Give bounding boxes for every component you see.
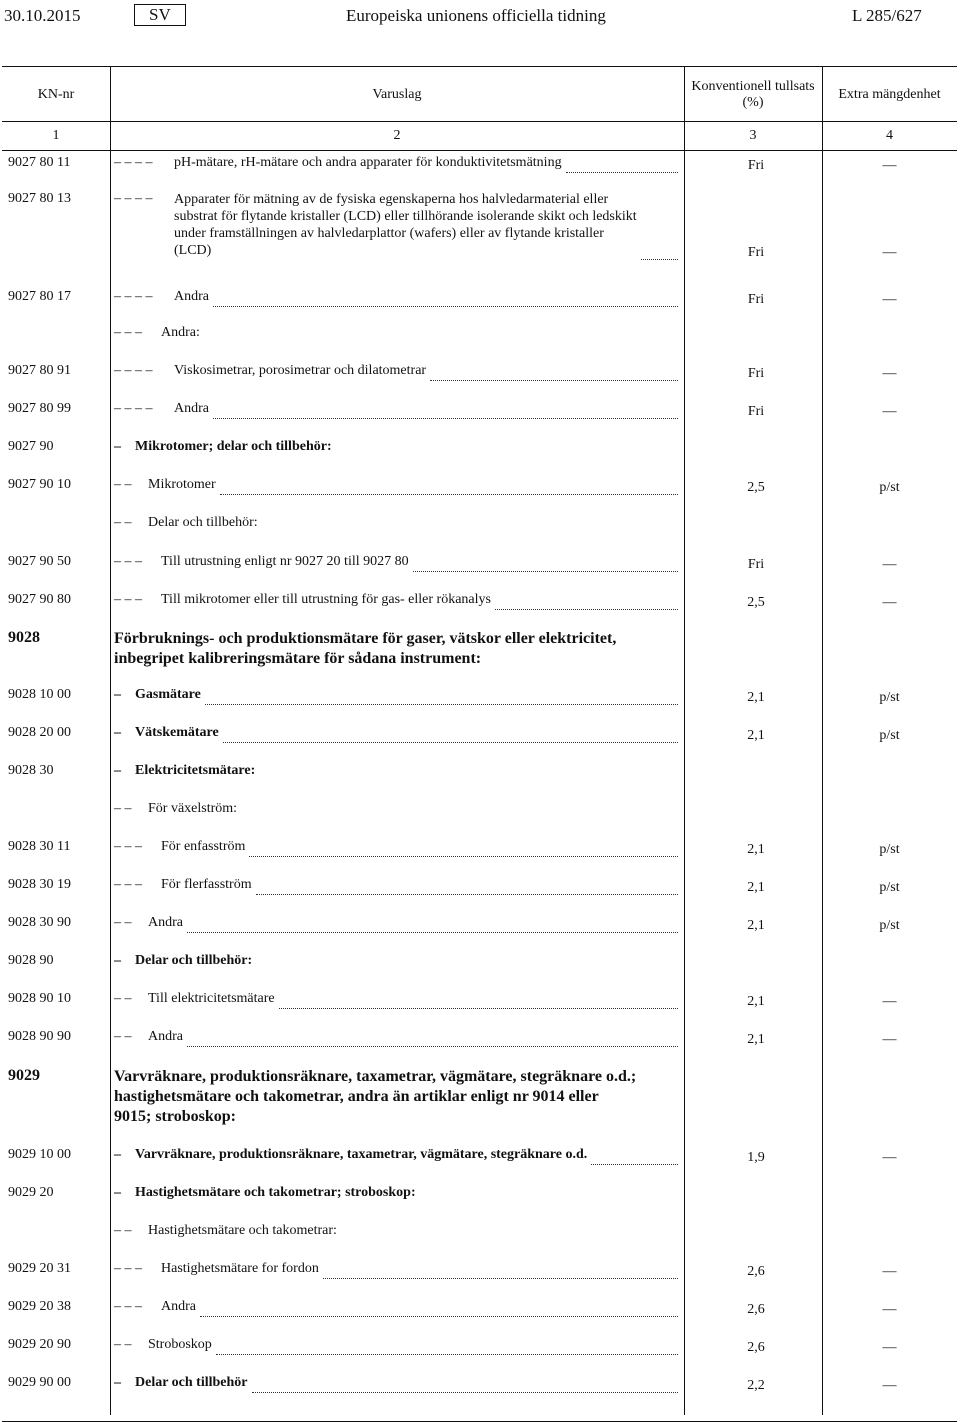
description-text: Delar och tillbehör: (135, 953, 253, 968)
goods-description (114, 1375, 248, 1391)
publication-date: 30.10.2015 (4, 6, 81, 25)
indent-dashes: – – – – (114, 363, 153, 378)
supplementary-unit: p/st (879, 480, 900, 495)
supplementary-unit: p/st (879, 690, 900, 705)
supplementary-unit: — (882, 994, 897, 1009)
duty-rate: Fri (747, 158, 765, 173)
description-lines (174, 191, 637, 259)
kn-code: 9028 30 90 (8, 915, 71, 930)
indent-dashes: – (114, 439, 121, 454)
description-text: Andra (148, 915, 183, 930)
indent-dashes: – – – – (114, 191, 153, 206)
duty-rate: Fri (747, 292, 765, 307)
column-number-2: 2 (393, 128, 401, 143)
duty-rate: 2,1 (747, 880, 765, 895)
duty-rate: Fri (747, 245, 765, 260)
duty-rate: Fri (747, 557, 765, 572)
indent-dashes: – (114, 1147, 121, 1162)
goods-description (114, 763, 255, 779)
description-line: under framställningen av halvledarplattor (wafers) eller av flytande kristaller (174, 226, 604, 241)
description-text: Andra (174, 289, 209, 304)
duty-rate: 2,5 (747, 480, 765, 495)
supplementary-unit: p/st (879, 842, 900, 857)
kn-code: 9028 30 11 (8, 839, 71, 854)
goods-description (114, 1067, 636, 1127)
description-text: Andra (148, 1029, 183, 1044)
duty-rate: 2,2 (747, 1378, 765, 1393)
description-text: För flerfasström (161, 877, 252, 892)
supplementary-unit: p/st (879, 880, 900, 895)
indent-dashes: – – (114, 1029, 132, 1044)
kn-code: 9027 80 99 (8, 401, 71, 416)
goods-description (114, 725, 219, 741)
kn-code: 9028 10 00 (8, 687, 71, 702)
supplementary-unit: — (882, 292, 897, 307)
kn-code: 9028 30 19 (8, 877, 71, 892)
kn-code: 9027 90 50 (8, 554, 71, 569)
supplementary-unit: — (882, 1150, 897, 1165)
duty-rate: 2,1 (747, 994, 765, 1009)
duty-rate: 2,5 (747, 595, 765, 610)
description-text: Andra: (161, 325, 200, 340)
goods-description (114, 687, 201, 703)
indent-dashes: – – – – (114, 401, 153, 416)
goods-description (114, 915, 183, 931)
description-text: Varvräknare, produktionsräknare, taxametrar, vägmätare, stegräknare o.d. (135, 1147, 588, 1162)
description-text: Till mikrotomer eller till utrustning för gas- eller rökanalys (161, 592, 491, 607)
dot-leader (252, 1375, 678, 1393)
kn-code: 9029 20 31 (8, 1261, 71, 1276)
kn-code: 9029 90 00 (8, 1375, 71, 1390)
description-line: inbegripet kalibreringsmätare för sådana instrument: (114, 650, 482, 667)
goods-description (114, 839, 245, 855)
supplementary-unit: p/st (879, 728, 900, 743)
kn-code: 9027 80 11 (8, 155, 71, 170)
supplementary-unit: — (882, 1032, 897, 1047)
indent-dashes: – – – (114, 592, 142, 607)
dot-leader (213, 401, 678, 419)
indent-dashes: – – – – (114, 155, 153, 170)
indent-dashes: – – – – (114, 289, 153, 304)
kn-code: 9028 90 (8, 953, 54, 968)
journal-title: Europeiska unionens officiella tidning (346, 6, 606, 25)
kn-code: 9027 90 (8, 439, 54, 454)
dot-leader (213, 289, 678, 307)
indent-dashes: – (114, 725, 121, 740)
goods-description (114, 592, 491, 608)
dot-leader (279, 991, 678, 1009)
kn-code: 9028 90 90 (8, 1029, 71, 1044)
indent-dashes: – – (114, 477, 132, 492)
dot-leader (566, 155, 678, 173)
duty-rate: 2,1 (747, 690, 765, 705)
duty-rate: Fri (747, 404, 765, 419)
supplementary-unit: — (882, 366, 897, 381)
kn-code: 9029 20 (8, 1185, 54, 1200)
description-text: Hastighetsmätare for fordon (161, 1261, 319, 1276)
description-line: Varvräknare, produktionsräknare, taxametrar, vägmätare, stegräknare o.d.; (114, 1068, 637, 1085)
duty-rate: 1,9 (747, 1150, 765, 1165)
table-body (2, 151, 957, 1421)
goods-description (114, 1299, 196, 1315)
goods-description (114, 325, 200, 341)
description-line: substrat för flytande kristaller (LCD) eller tillhörande isolerande skikt och ledskikt (174, 209, 637, 224)
column-number-4: 4 (886, 128, 893, 143)
kn-code: 9028 (8, 629, 40, 646)
supplementary-unit: — (882, 404, 897, 419)
duty-rate: 2,1 (747, 918, 765, 933)
dot-leader (187, 915, 678, 933)
indent-dashes: – (114, 953, 121, 968)
indent-dashes: – – (114, 1337, 132, 1352)
column-number-1: 1 (52, 128, 60, 143)
indent-dashes: – – (114, 991, 132, 1006)
supplementary-unit: — (882, 245, 897, 260)
goods-description (114, 629, 616, 669)
dot-leader (205, 687, 678, 705)
goods-description (114, 1223, 337, 1239)
goods-description (114, 953, 252, 969)
kn-code: 9028 20 00 (8, 725, 71, 740)
goods-description (114, 289, 209, 305)
page-reference: L 285/627 (852, 6, 922, 25)
description-line: Förbruknings- och produktionsmätare för gaser, vätskor eller elektricitet, (114, 630, 617, 647)
description-line: (LCD) (174, 243, 212, 258)
description-text: Delar och tillbehör: (148, 515, 258, 530)
goods-description (114, 877, 252, 893)
description-text: Hastighetsmätare och takometrar: (148, 1223, 337, 1238)
duty-rate: Fri (747, 366, 765, 381)
duty-rate: 2,1 (747, 1032, 765, 1047)
dot-leader (216, 1337, 678, 1355)
goods-description (114, 1337, 212, 1353)
supplementary-unit: — (882, 595, 897, 610)
dot-leader (200, 1299, 678, 1317)
goods-description (114, 401, 209, 417)
supplementary-unit: — (882, 1340, 897, 1355)
description-text: Till utrustning enligt nr 9027 20 till 9027 80 (161, 554, 409, 569)
supplementary-unit: — (882, 1378, 897, 1393)
dot-leader (323, 1261, 678, 1279)
goods-description (114, 439, 332, 455)
description-text: Vätskemätare (135, 725, 219, 740)
duty-rate: 2,6 (747, 1264, 765, 1279)
goods-description (114, 1147, 587, 1163)
goods-description (114, 1029, 183, 1045)
dot-leader (430, 363, 678, 381)
indent-dashes: – – (114, 515, 132, 530)
kn-code: 9029 20 38 (8, 1299, 71, 1314)
description-text: pH-mätare, rH-mätare och andra apparater för konduktivitetsmätning (174, 155, 562, 170)
tariff-table (2, 66, 957, 1422)
language-badge: SV (134, 4, 186, 26)
description-text: Mikrotomer; delar och tillbehör: (135, 439, 332, 454)
indent-dashes: – (114, 1185, 121, 1200)
goods-description (114, 515, 258, 531)
description-text: För enfasström (161, 839, 246, 854)
description-line: 9015; stroboskop: (114, 1108, 236, 1125)
dot-leader (256, 877, 678, 895)
column-header-rate-line2: (%) (742, 95, 764, 110)
indent-dashes: – – – (114, 554, 142, 569)
dot-leader (249, 839, 678, 857)
kn-code: 9027 90 10 (8, 477, 71, 492)
goods-description (114, 155, 562, 171)
description-line: Apparater för mätning av de fysiska egenskaperna hos halvledarmaterial eller (174, 192, 609, 207)
supplementary-unit: — (882, 1264, 897, 1279)
column-header-unit: Extra mängdenhet (838, 87, 941, 102)
dot-leader (413, 554, 678, 572)
description-lines (114, 629, 616, 669)
column-header-rate-line1: Konventionell tullsats (691, 79, 815, 94)
description-text: Gasmätare (135, 687, 201, 702)
description-text: Hastighetsmätare och takometrar; stroboskop: (135, 1185, 416, 1200)
column-header-kn: KN-nr (37, 87, 75, 102)
kn-code: 9029 20 90 (8, 1337, 71, 1352)
indent-dashes: – – – (114, 839, 142, 854)
duty-rate: 2,6 (747, 1340, 765, 1355)
description-lines (114, 1067, 636, 1127)
goods-description (114, 191, 637, 259)
kn-code: 9027 80 13 (8, 191, 71, 206)
duty-rate: 2,1 (747, 842, 765, 857)
supplementary-unit: — (882, 557, 897, 572)
description-text: Mikrotomer (148, 477, 216, 492)
column-number-3: 3 (749, 128, 757, 143)
indent-dashes: – – (114, 801, 132, 816)
indent-dashes: – – – (114, 1299, 142, 1314)
description-line: hastighetsmätare och takometrar, andra än artiklar enligt nr 9014 eller (114, 1088, 599, 1105)
description-text: Delar och tillbehör (135, 1375, 248, 1390)
dot-leader (641, 242, 678, 260)
goods-description (114, 991, 275, 1007)
goods-description (114, 477, 216, 493)
kn-code: 9028 30 (8, 763, 54, 778)
description-text: Viskosimetrar, porosimetrar och dilatometrar (174, 363, 427, 378)
indent-dashes: – – – (114, 1261, 142, 1276)
kn-code: 9029 10 00 (8, 1147, 71, 1162)
indent-dashes: – – – (114, 325, 142, 340)
indent-dashes: – (114, 687, 121, 702)
goods-description (114, 554, 409, 570)
kn-code: 9027 80 91 (8, 363, 71, 378)
description-text: Andra (161, 1299, 196, 1314)
description-text: Till elektricitetsmätare (148, 991, 275, 1006)
description-text: För växelström: (148, 801, 238, 816)
supplementary-unit: — (882, 1302, 897, 1317)
indent-dashes: – – (114, 1223, 132, 1238)
dot-leader (187, 1029, 678, 1047)
indent-dashes: – (114, 1375, 121, 1390)
column-header-goods: Varuslag (372, 87, 422, 102)
goods-description (114, 363, 426, 379)
column-number-row (2, 122, 957, 151)
description-text: Stroboskop (148, 1337, 212, 1352)
indent-dashes: – (114, 763, 121, 778)
kn-code: 9027 80 17 (8, 289, 71, 304)
dot-leader (495, 592, 678, 610)
description-text: Andra (174, 401, 209, 416)
dot-leader (591, 1147, 678, 1165)
duty-rate: 2,6 (747, 1302, 765, 1317)
goods-description (114, 1261, 319, 1277)
kn-code: 9028 90 10 (8, 991, 71, 1006)
kn-code: 9027 90 80 (8, 592, 71, 607)
column-header-rate (684, 79, 822, 111)
page-header (0, 0, 960, 40)
description-text: Elektricitetsmätare: (135, 763, 256, 778)
supplementary-unit: — (882, 158, 897, 173)
dot-leader (223, 725, 678, 743)
table-header-row (2, 67, 957, 122)
dot-leader (220, 477, 678, 495)
indent-dashes: – – (114, 915, 132, 930)
duty-rate: 2,1 (747, 728, 765, 743)
goods-description (114, 1185, 416, 1201)
indent-dashes: – – – (114, 877, 142, 892)
goods-description (114, 801, 237, 817)
supplementary-unit: p/st (879, 918, 900, 933)
kn-code: 9029 (8, 1067, 40, 1084)
